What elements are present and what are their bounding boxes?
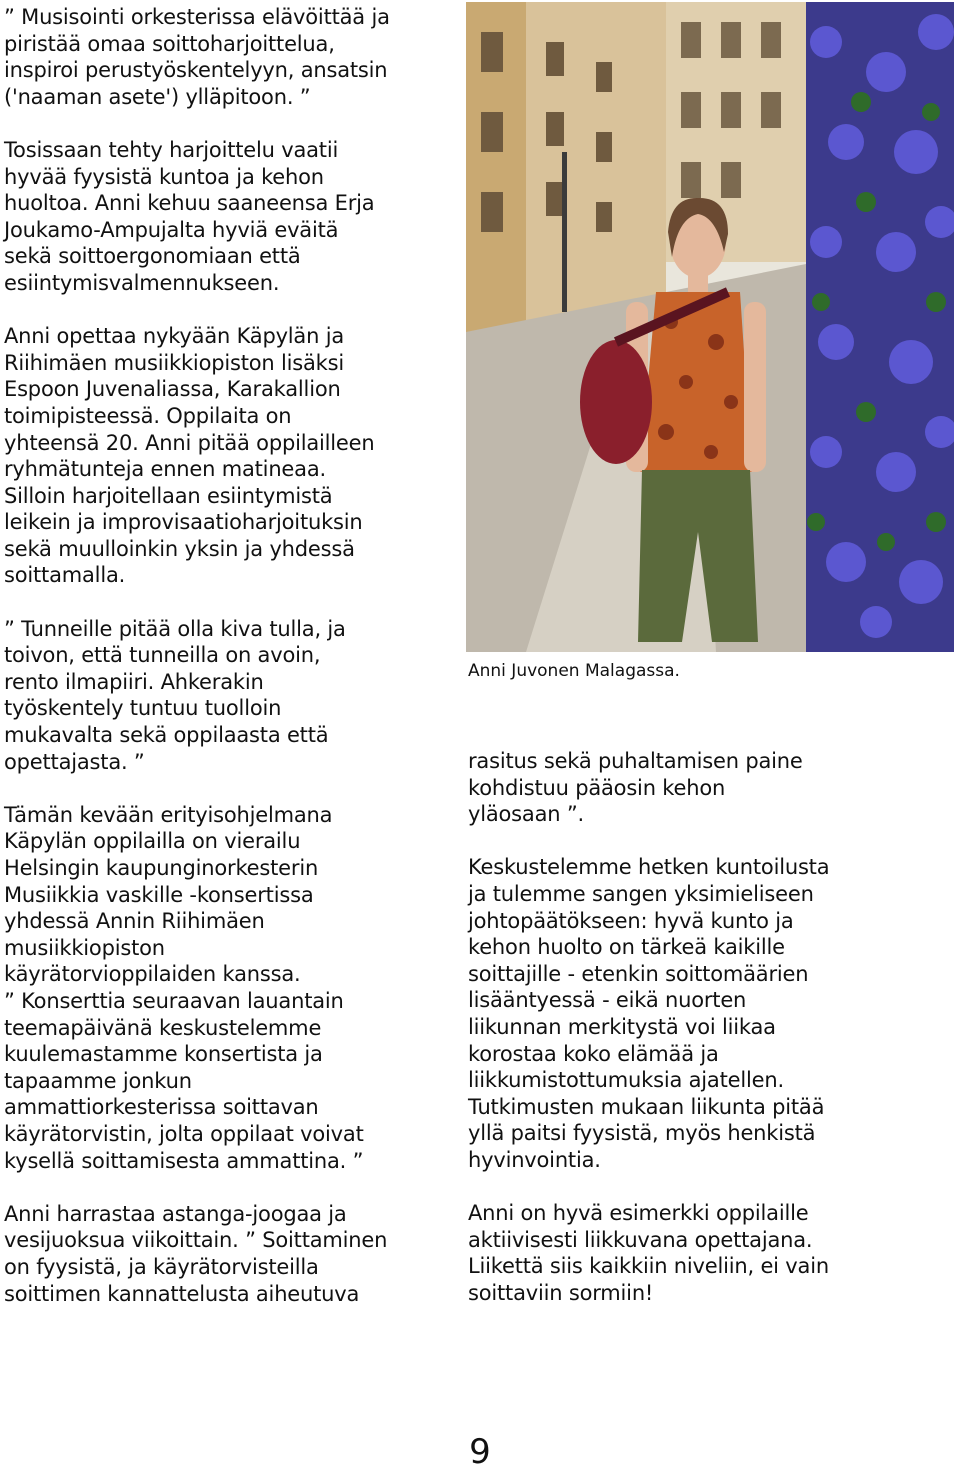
- body-paragraph: rasitus sekä puhaltamisen paine kohdistuu pääosin kehon yläosaan ”.: [468, 749, 803, 827]
- body-paragraph: Tämän kevään erityisohjelmana Käpylän oppilailla on vierailu Helsingin kaupunginorkesterin Musiikkia vaskille -konsertissa yhdessä Annin Riihimäen musiikkiopiston käyrätorvioppilaiden kanssa. ” Konserttia seuraavan lauantain teemapäivänä keskustelemme kuulemastamme konsertista ja tapaamme jonkun ammattiorkesterissa soittavan käyrätorvistin, jolta oppilaat voivat kysellä soittamisesta ammattina. ”: [4, 802, 364, 1173]
- left-column: [4, 4, 444, 1307]
- page-number: 9: [469, 1432, 491, 1472]
- photo-anni-malaga: [466, 2, 954, 652]
- body-paragraph: Anni opettaa nykyään Käpylän ja Riihimäen musiikkiopiston lisäksi Espoon Juvenaliassa, Karakallion toimipisteessä. Oppilaita on yhteensä 20. Anni pitää oppilailleen ryhmätunteja ennen matineaa. Silloin harjoitellaan esiintymistä leikein ja improvisaatioharjoituksin sekä muulloinkin yksin ja yhdessä soittamalla.: [4, 324, 375, 588]
- body-paragraph: Keskustelemme hetken kuntoilusta ja tulemme sangen yksimieliseen johtopäätökseen: hyvä kunto ja kehon huolto on tärkeä kaikille soittajille - etenkin soittomäärien lisääntyessä - eikä nuorten liikunnan merkitystä voi liikaa korostaa koko elämää ja liikkumistottumuksia ajatellen. Tutkimusten mukaan liikunta pitää yllä paitsi fyysistä, myös henkistä hyvinvointia.: [468, 855, 830, 1172]
- body-paragraph: Anni on hyvä esimerkki oppilaille aktiivisesti liikkuvana opettajana. Liikettä siis kaikkiin niveliin, ei vain soittaviin sormiin!: [468, 1201, 829, 1305]
- quote-paragraph: ” Tunneille pitää olla kiva tulla, ja toivon, että tunneilla on avoin, rento ilmapiiri. Ahkerakin työskentely tuntuu tuolloin mukavalta sekä oppilaasta että opettajasta. ”: [4, 616, 346, 774]
- photo-caption: Anni Juvonen Malagassa.: [468, 661, 680, 681]
- quote-paragraph: ” Musisointi orkesterissa elävöittää ja piristää omaa soittoharjoittelua, inspiroi perustyöskentelyyn, ansatsin ('naaman asete') ylläpitoon. ”: [4, 5, 390, 109]
- body-paragraph: Anni harrastaa astanga-joogaa ja vesijuoksua viikoittain. ” Soittaminen on fyysistä, ja käyrätorvisteilla soittimen kannattelusta aiheutuva: [4, 1201, 388, 1306]
- body-paragraph: Tosissaan tehty harjoittelu vaatii hyvää fyysistä kuntoa ja kehon huoltoa. Anni kehuu saaneensa Erja Joukamo-Ampujalta hyviä eväitä sekä soittoergonomiaan että esiintymisvalmennukseen.: [4, 137, 375, 295]
- right-column: [468, 748, 938, 1306]
